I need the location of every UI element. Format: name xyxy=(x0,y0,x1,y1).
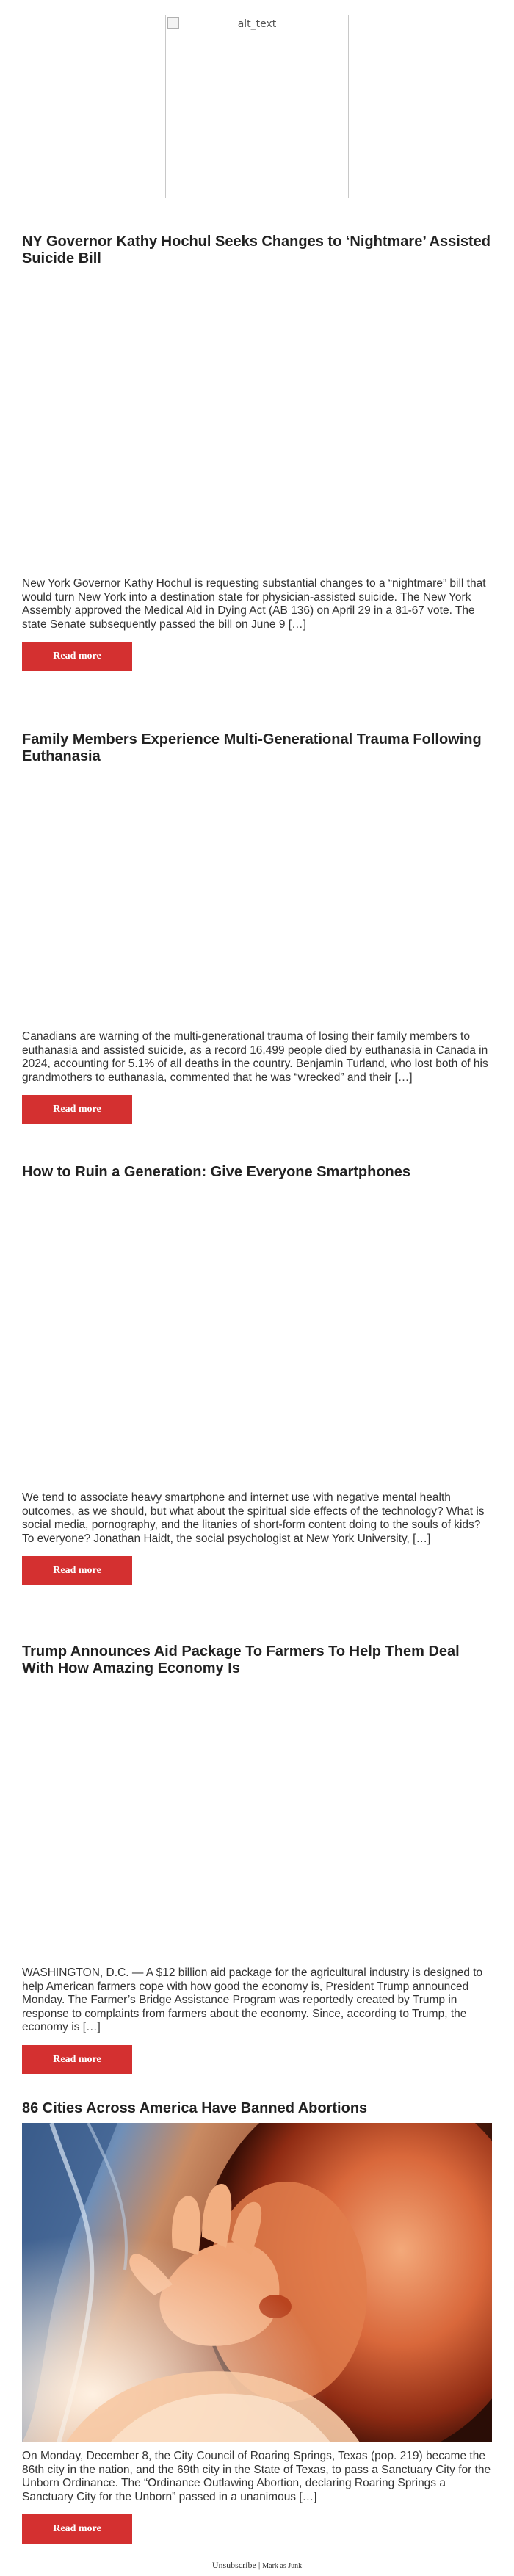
article-title[interactable]: NY Governor Kathy Hochul Seeks Changes to ‘Nightmare’ Assisted Suicide Bill xyxy=(22,234,491,267)
article-excerpt: Canadians are warning of the multi-generational trauma of losing their family members to euthanasia and assisted suicide, as a record 16,499 people died by euthanasia in Canada in 2024, accounting for 5.1% of all deaths in the country. Benjamin Turland, who lost both of his grandmothers to euthanasia, commented that he was “wrecked” and their […] xyxy=(22,1030,488,1084)
footer-separator: | xyxy=(256,2560,263,2570)
article-excerpt: On Monday, December 8, the City Council of Roaring Springs, Texas (pop. 219) became the 86th city in the nation, and the 69th city in the State of Texas, to pass a Sanctuary City for the Unborn Ordinance. The “Ordinance Outlawing Abortion, declaring Roaring Springs a Sanctuary City for the Unborn” passed in a unanimous […] xyxy=(22,2450,491,2503)
article-image[interactable] xyxy=(22,267,492,577)
read-more-button[interactable]: Read more xyxy=(22,1095,132,1124)
article-image[interactable] xyxy=(22,765,492,1030)
article-image[interactable] xyxy=(22,1677,492,1967)
fetus-photo xyxy=(22,2123,492,2442)
article-excerpt: New York Governor Kathy Hochul is requesting substantial changes to a “nightmare” bill that would turn New York into a destination state for physician-assisted suicide. The New York Assembly approved the Medical Aid in Dying Act (AB 136) on April 29 in a 81-67 vote. The state Senate subsequently passed the bill on June 9 […] xyxy=(22,577,486,631)
article-title[interactable]: 86 Cities Across America Have Banned Abortions xyxy=(22,2100,368,2116)
read-more-button[interactable]: Read more xyxy=(22,1556,132,1585)
mark-as-junk-link[interactable]: Mark as Junk xyxy=(262,2562,303,2570)
logo-alt-text: alt_text xyxy=(237,18,277,30)
article-title[interactable]: How to Ruin a Generation: Give Everyone Smartphones xyxy=(22,1164,410,1180)
article-card xyxy=(22,234,492,671)
article-card xyxy=(22,1643,492,2074)
article-excerpt: WASHINGTON, D.C. — A $12 billion aid package for the agricultural industry is designed to help American farmers cope with how good the economy is, President Trump announced Monday. The Farmer’s Bridge Assistance Program was reportedly created by Trump in response to complaints from farmers about the economy. Since, according to Trump, the economy is […] xyxy=(22,1967,483,2033)
article-card xyxy=(22,1164,492,1585)
article-title[interactable]: Family Members Experience Multi-Generational Trauma Following Euthanasia xyxy=(22,731,482,764)
article-title[interactable]: Trump Announces Aid Package To Farmers To Help Them Deal With How Amazing Economy Is xyxy=(22,1643,460,1676)
article-card xyxy=(22,731,492,1124)
read-more-button[interactable]: Read more xyxy=(22,642,132,671)
unsubscribe-text: Unsubscribe xyxy=(211,2560,256,2570)
read-more-button[interactable]: Read more xyxy=(22,2514,132,2544)
article-excerpt: We tend to associate heavy smartphone and internet use with negative mental health outcomes, as we should, but what about the spiritual side effects of the technology? What is social media, pornography, and the litanies of short-form content doing to the souls of kids? To everyone? Jonathan Haidt, the social psychologist at New York University, […] xyxy=(22,1491,485,1545)
article-image[interactable] xyxy=(22,2123,492,2442)
header-logo xyxy=(165,15,349,198)
article-image[interactable] xyxy=(22,1181,492,1491)
read-more-button[interactable]: Read more xyxy=(22,2045,132,2074)
footer xyxy=(0,2560,514,2571)
article-card xyxy=(22,2100,492,2544)
